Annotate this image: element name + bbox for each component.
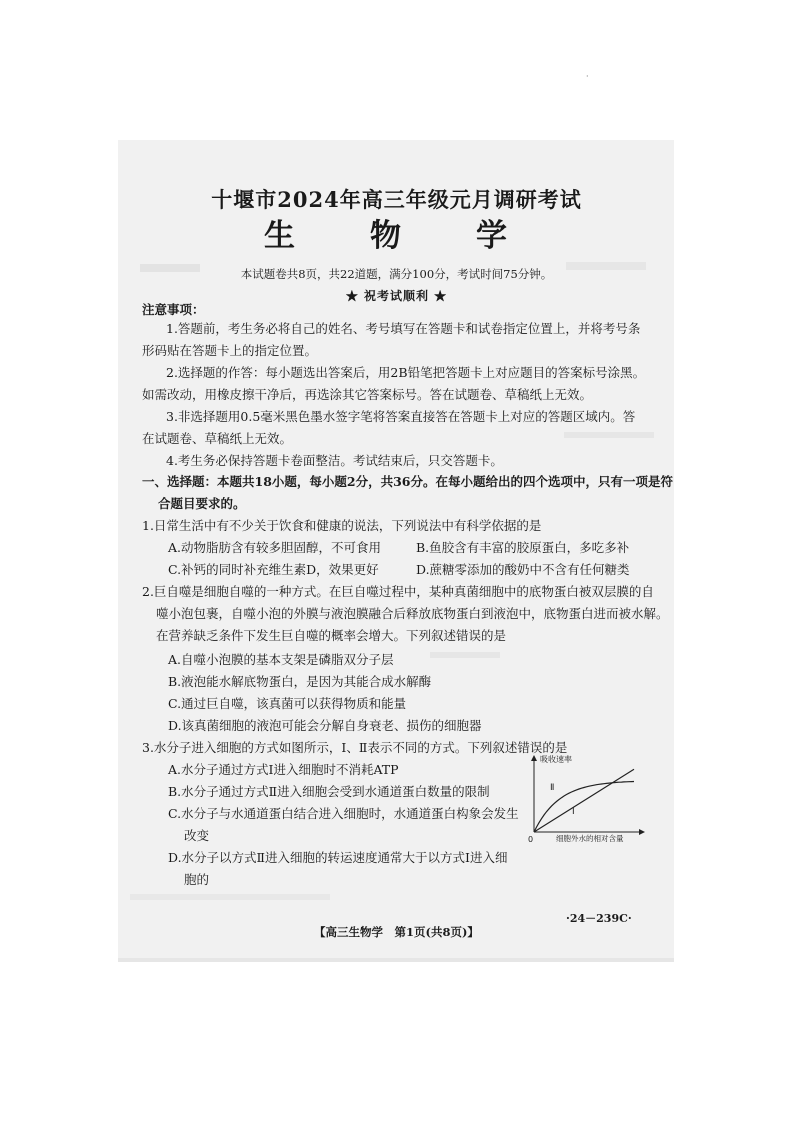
water-uptake-chart (520, 752, 650, 844)
bleed-through-mark (430, 652, 500, 658)
note-item: 2.选择题的作答：每小题选出答案后，用2B铅笔把答题卡上对应题目的答案标号涂黑。如需改动，用橡皮擦干净后，再选涂其它答案标号。答在试题卷、草稿纸上无效。 (142, 365, 646, 402)
paper-code: ·24－239C· (566, 912, 632, 925)
question-2-stem-cont: 在营养缺乏条件下发生巨自噬的概率会增大。下列叙述错误的是 (156, 628, 507, 643)
q2-option-b: B.液泡能水解底物蛋白，是因为其能合成水解酶 (168, 674, 432, 689)
q1-option-d: D.蔗糖零添加的酸奶中不含有任何糖类 (416, 562, 630, 577)
question-2-stem: 2.巨自噬是细胞自噬的一种方式。在巨自噬过程中，某种真菌细胞中的底物蛋白被双层膜的自 (142, 584, 654, 599)
exam-title: 十堰市2024年高三年级元月调研考试 (211, 187, 582, 212)
series-ii-curve (534, 782, 634, 833)
section-heading-cont: 合题目要求的。 (158, 496, 246, 511)
q1-option-b: B.鱼胶含有丰富的胶原蛋白，多吃多补 (416, 540, 630, 555)
q3-option-a: A.水分子通过方式Ⅰ进入细胞时不消耗ATP (168, 762, 399, 777)
q3-option-d-cont: 胞的 (184, 872, 210, 887)
series-i-line (534, 769, 634, 832)
origin-label: 0 (528, 835, 534, 844)
note-item: 3.非选择题用0.5毫米黑色墨水签字笔将答案直接答在答题卡上对应的答题区域内。答在试题卷、草稿纸上无效。 (142, 409, 636, 446)
notes-heading: 注意事项： (142, 302, 205, 317)
question-3-stem: 3.水分子进入细胞的方式如图所示，Ⅰ、Ⅱ表示不同的方式。下列叙述错误的是 (142, 740, 568, 755)
page-footer: 【高三生物学 第1页(共8页)】 (314, 925, 479, 939)
section-heading: 一、选择题：本题共18小题，每小题2分，共36分。在每小题给出的四个选项中，只有一项是符 (142, 474, 673, 489)
y-axis-label: 吸收速率 (540, 755, 572, 764)
q2-option-a: A.自噬小泡膜的基本支架是磷脂双分子层 (168, 652, 394, 667)
q1-option-c: C.补钙的同时补充维生素D，效果更好 (168, 562, 379, 577)
question-2-stem-cont: 噬小泡包裹，自噬小泡的外膜与液泡膜融合后释放底物蛋白到液泡中，底物蛋白进而被水解。 (156, 606, 669, 621)
subject-title: 生 物 学 (264, 218, 529, 254)
q2-option-d: D.该真菌细胞的液泡可能会分解自身衰老、损伤的细胞器 (168, 718, 482, 733)
q3-option-d: D.水分子以方式Ⅱ进入细胞的转运速度通常大于以方式Ⅰ进入细 (168, 850, 508, 865)
series-label-i: Ⅰ (572, 807, 575, 817)
scan-speck: · (586, 72, 589, 81)
notes-list (142, 318, 646, 472)
q2-option-c: C.通过巨自噬，该真菌可以获得物质和能量 (168, 696, 407, 711)
x-axis-label: 细胞外水的相对含量 (556, 834, 624, 843)
q3-option-c-cont: 改变 (184, 828, 210, 843)
exam-info: 本试题卷共8页，共22道题，满分100分，考试时间75分钟。 (240, 267, 553, 281)
paper-edge (118, 958, 674, 962)
note-item: 1.答题前，考生务必将自己的姓名、考号填写在答题卡和试卷指定位置上，并将考号条形码贴在答题卡上的指定位置。 (142, 321, 641, 358)
q1-option-a: A.动物脂肪含有较多胆固醇，不可食用 (168, 540, 382, 555)
bleed-through-mark (130, 894, 330, 900)
q3-option-b: B.水分子通过方式Ⅱ进入细胞会受到水通道蛋白数量的限制 (168, 784, 490, 799)
question-1-stem: 1.日常生活中有不少关于饮食和健康的说法，下列说法中有科学依据的是 (142, 518, 542, 533)
q3-option-c: C.水分子与水通道蛋白结合进入细胞时，水通道蛋白构象会发生 (168, 806, 519, 821)
note-item: 4.考生务必保持答题卡卷面整洁。考试结束后，只交答题卡。 (166, 453, 503, 468)
good-luck-banner: ★ 祝考试顺利 ★ (345, 289, 448, 303)
series-label-ii: Ⅱ (550, 783, 555, 793)
